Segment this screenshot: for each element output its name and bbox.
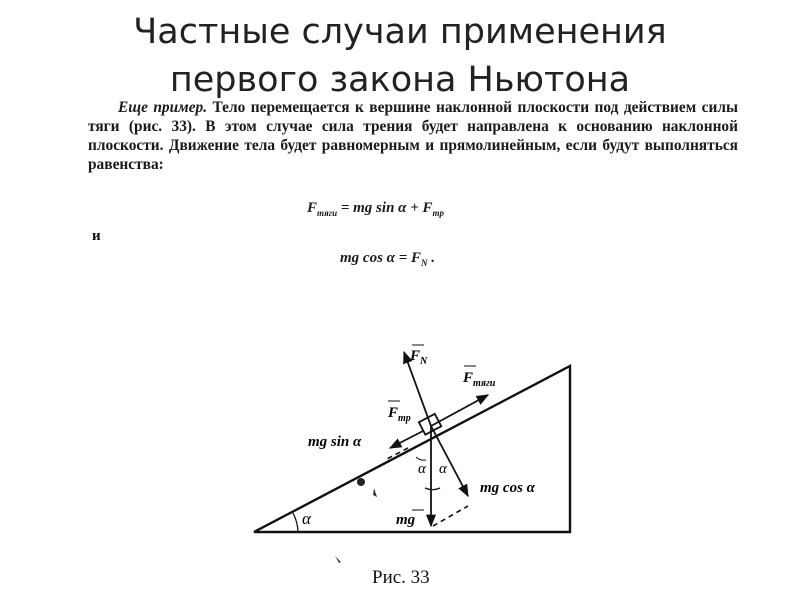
figure-caption: Рис. 33 <box>372 567 430 588</box>
inclined-plane-figure <box>240 330 600 600</box>
incline-triangle <box>254 366 570 532</box>
gravity-label: mg <box>396 512 416 528</box>
alpha-right-label: α <box>439 461 447 477</box>
eq1-mid: = mg sin α + F <box>337 200 433 216</box>
title-line-2: первого закона Ньютона <box>169 60 631 100</box>
eq2-end: . <box>427 250 436 266</box>
scan-speck-mark <box>373 488 377 497</box>
traction-force-label: $F_{тяги}$ <box>463 370 496 389</box>
alpha-left-label: α <box>418 461 426 477</box>
scan-speck-small <box>335 556 341 563</box>
traction-force-arrow <box>431 395 488 426</box>
alpha-base-label: α <box>302 509 311 528</box>
title-line-1: Частные случаи применения <box>133 12 667 52</box>
example-lead: Еще пример. <box>118 99 208 116</box>
equation-normal <box>340 250 435 268</box>
eq2-sub: N <box>421 258 428 268</box>
eq1-rhs-sub: тр <box>432 208 445 218</box>
mg-cos-label: mg cos α <box>480 480 535 496</box>
slide-title <box>0 8 800 104</box>
example-body: Тело перемещается к вершине наклонной плоскости под действием силы тяги (рис. 33). В этом случае сила трения будет направлена к основанию наклонной плоскости. Движение тела будет равномерным и прямолинейным, если будут выполняться равенства: <box>88 99 738 173</box>
inner-angle-arc <box>425 488 440 490</box>
mg-sin-label: mg sin α <box>308 434 362 450</box>
normal-force-label: $F_N$ <box>410 348 428 367</box>
upper-angle-arc <box>416 457 426 460</box>
equation-traction <box>307 200 444 218</box>
friction-force-label: $F_{тр}$ <box>388 405 411 424</box>
base-angle-arc <box>293 513 298 532</box>
mg-cos-arrow <box>431 426 468 496</box>
scanned-text-block <box>88 98 738 174</box>
eq1-lhs: F <box>307 200 318 216</box>
eq2-main: mg cos α = F <box>340 250 422 266</box>
example-paragraph <box>88 98 738 174</box>
conjunction-and: и <box>92 228 101 244</box>
projection-dashed-line <box>433 506 468 526</box>
scan-speck <box>357 478 365 486</box>
eq1-lhs-sub: тяги <box>317 208 338 218</box>
